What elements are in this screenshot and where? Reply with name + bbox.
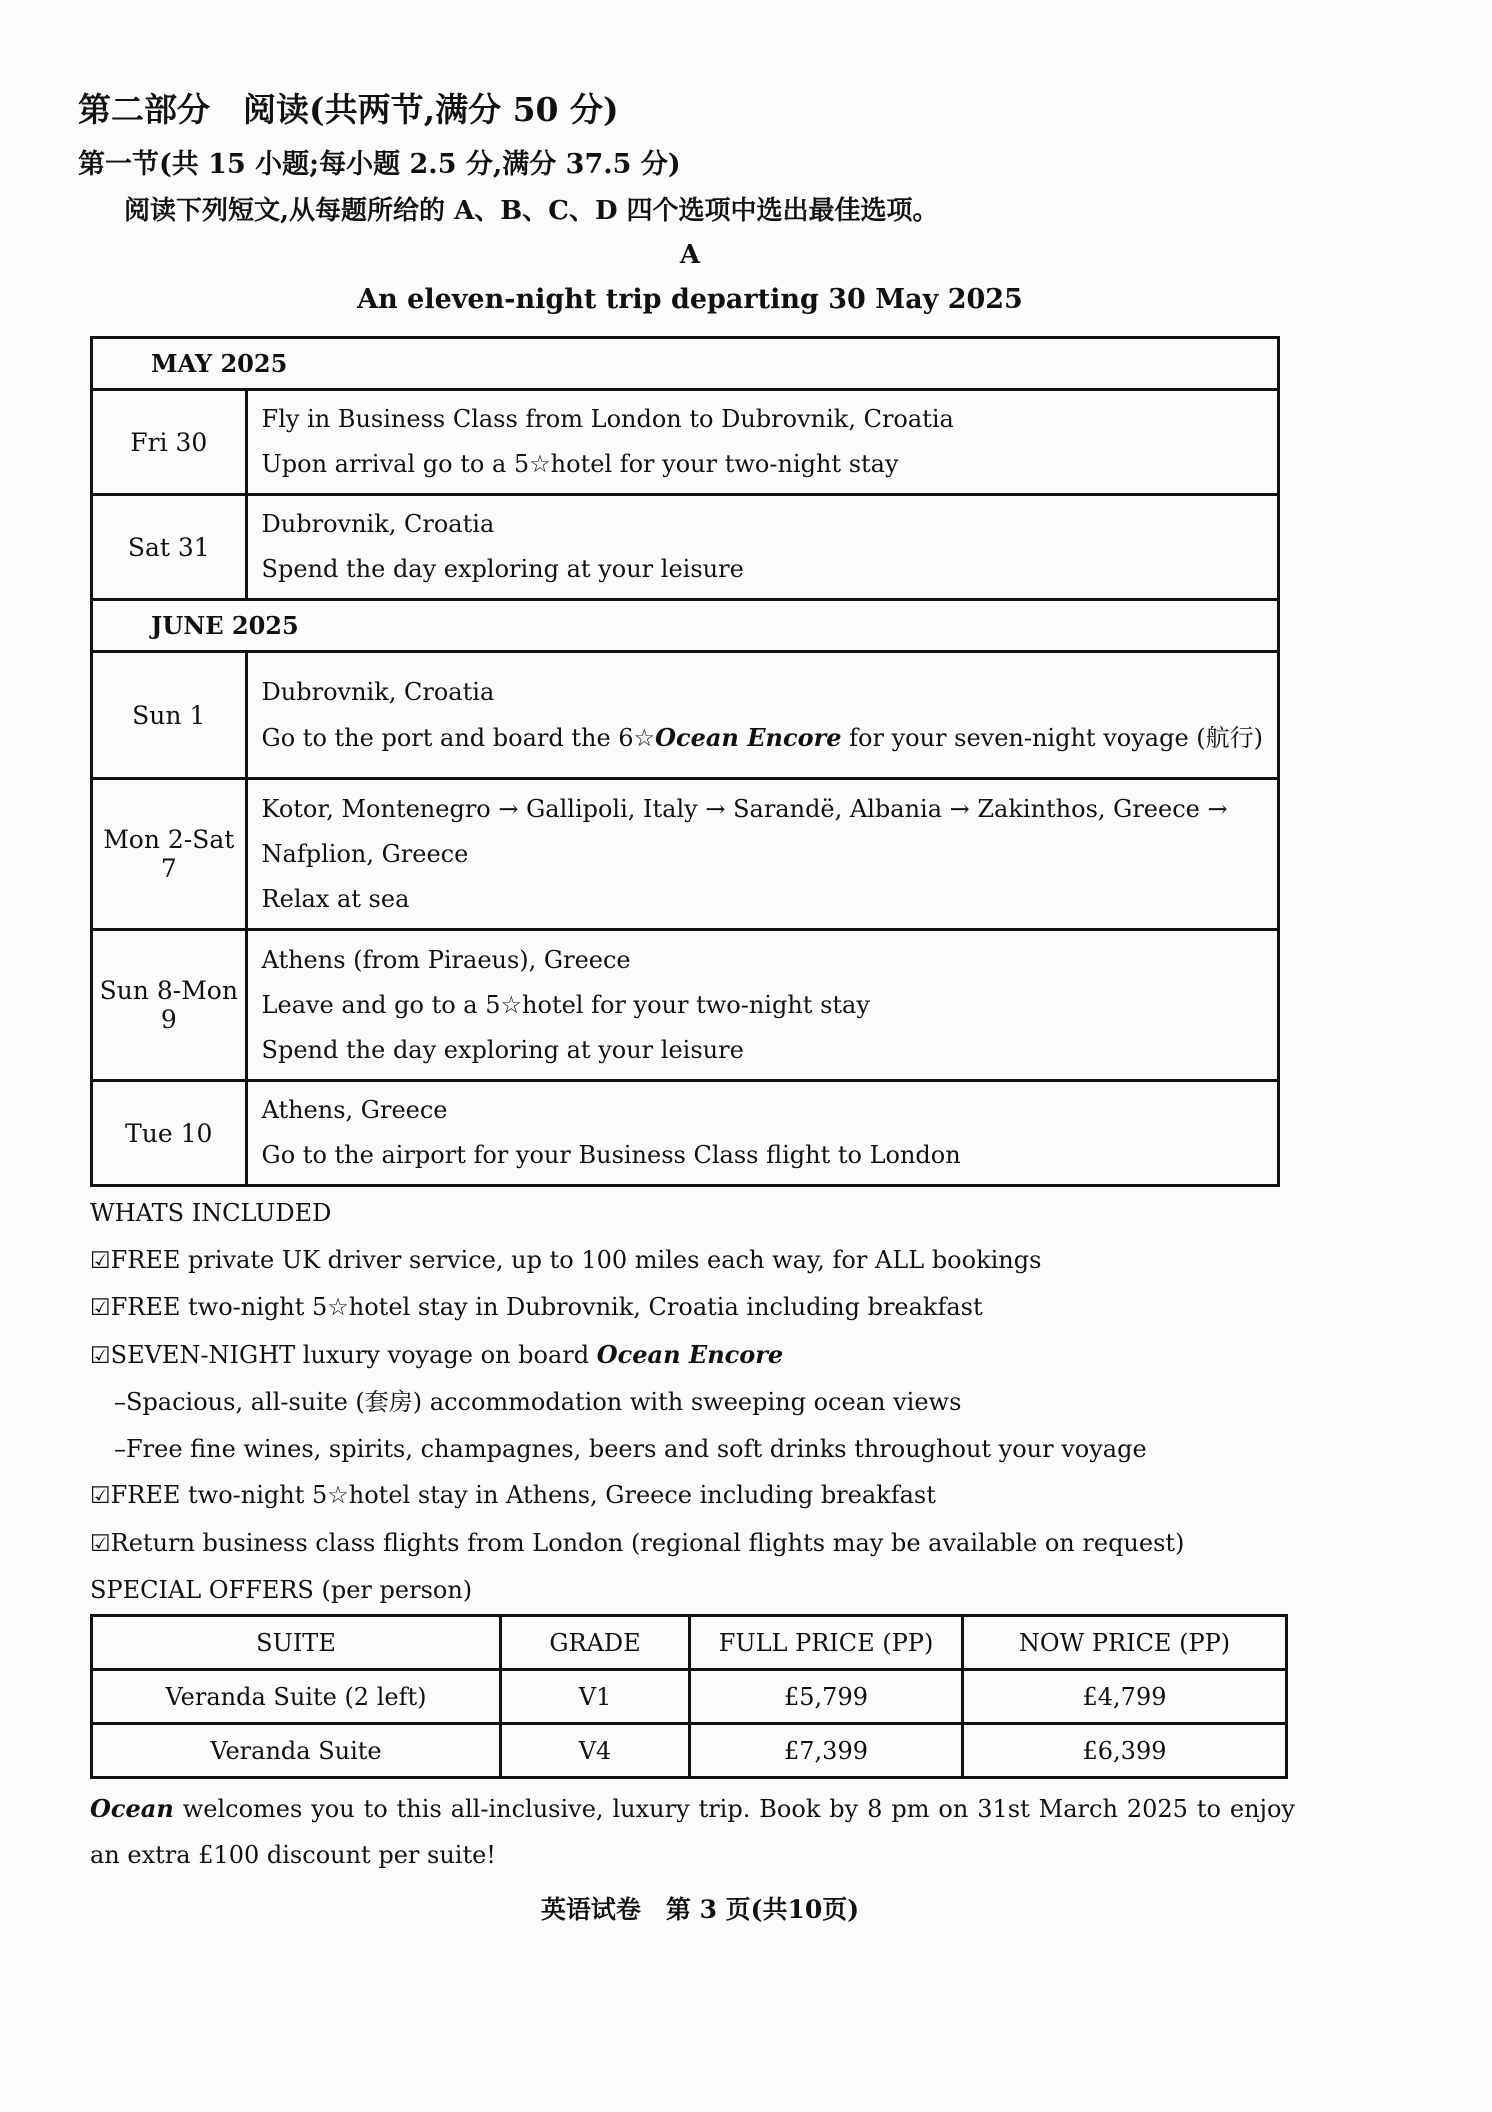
included-text: Return business class flights from London (regional flights may be available on request) [110,1528,1185,1557]
offers-table [90,1614,1288,1779]
page-footer: 英语试卷 第 3 页(共10页) [540,1895,860,1924]
description-line: Athens (from Piraeus), Greece [261,945,631,974]
itinerary-row [92,779,1279,930]
description-cell [246,495,1278,600]
description-line: Athens, Greece [261,1096,448,1124]
column-header: NOW PRICE (PP) [963,1616,1287,1670]
included-text: FREE two-night 5☆hotel stay in Dubrovnik, Croatia including breakfast [110,1293,983,1321]
full-price-cell: £7,399 [690,1724,963,1778]
month-row [92,600,1279,652]
included-subitem: –Spacious, all-suite (套房) accommodation with sweeping ocean views [114,1388,962,1416]
checkbox-icon: ☑ [90,1530,111,1557]
description-cell [246,390,1278,495]
description-line [262,715,1263,761]
description-line: Relax at sea [261,884,410,913]
checkbox-icon: ☑ [90,1483,111,1509]
checkbox-icon: ☑ [90,1295,111,1321]
description-line: Spend the day exploring at your leisure [261,555,744,583]
itinerary-row [92,930,1279,1081]
itinerary-row [92,495,1279,600]
part-title: 第二部分 阅读(共两节,满分 50 分) [78,90,619,129]
included-text: FREE two-night 5☆hotel stay in Athens, Greece including breakfast [110,1481,936,1509]
month-label: MAY 2025 [92,338,1279,390]
offers-row [92,1724,1287,1778]
month-row [92,338,1279,390]
included-subitem: –Free fine wines, spirits, champagnes, beers and soft drinks throughout your voyage [114,1434,1147,1463]
day-cell: Sun 1 [92,652,247,779]
description-cell [246,652,1278,779]
description-line: Fly in Business Class from London to Dubrovnik, Croatia [261,405,954,433]
description-line: Kotor, Montenegro → Gallipoli, Italy → Sarandë, Albania → Zakinthos, Greece → [261,794,1228,823]
checkbox-icon: ☑ [90,1342,111,1369]
offers-heading: SPECIAL OFFERS (per person) [90,1576,473,1604]
description-line: Dubrovnik, Croatia [261,510,495,538]
ship-name: Ocean Encore [596,1339,784,1369]
suite-cell: Veranda Suite [92,1724,501,1778]
now-price-cell: £6,399 [963,1724,1287,1778]
grade-cell: V4 [501,1724,690,1778]
grade-cell: V1 [501,1670,690,1724]
day-cell: Sun 8-Mon 9 [92,930,247,1081]
now-price-cell: £4,799 [963,1670,1287,1724]
description-line: Nafplion, Greece [261,839,469,868]
offers-header-row [92,1616,1287,1670]
description-line: Go to the airport for your Business Class flight to London [261,1141,961,1169]
closing-text: welcomes you to this all-inclusive, luxury trip. Book by 8 pm on 31st March 2025 to enjoy an extra £100 discount per suite! [90,1795,1295,1869]
day-cell: Fri 30 [92,390,247,495]
brand-name: Ocean [90,1794,174,1823]
instructions: 阅读下列短文,从每题所给的 A、B、C、D 四个选项中选出最佳选项。 [124,196,939,226]
description-line: Upon arrival go to a 5☆hotel for your two-night stay [261,450,899,478]
section-title: 第一节(共 15 小题;每小题 2.5 分,满分 37.5 分) [78,149,681,180]
included-item [90,1332,1184,1380]
day-cell: Mon 2-Sat 7 [92,779,247,930]
description-line: Leave and go to a 5☆hotel for your two-night stay [261,990,870,1019]
column-header: FULL PRICE (PP) [690,1616,963,1670]
description-line: Dubrovnik, Croatia [261,677,495,706]
itinerary-row [92,652,1279,779]
itinerary-row [92,390,1279,495]
itinerary-table [90,336,1280,1187]
description-text: for your seven-night voyage (航行) [841,723,1263,752]
suite-cell: Veranda Suite (2 left) [92,1670,501,1724]
included-item [90,1237,1184,1285]
closing-paragraph [90,1786,1295,1878]
day-cell: Tue 10 [92,1081,247,1186]
checkbox-icon: ☑ [90,1247,111,1274]
included-text: SEVEN-NIGHT luxury voyage on board [110,1340,597,1369]
included-item [90,1472,1184,1520]
description-line: Spend the day exploring at your leisure [261,1035,744,1064]
whats-included [90,1190,1184,1614]
description-cell [246,779,1278,930]
description-text: Go to the port and board the 6☆ [261,723,656,752]
description-cell [246,1081,1278,1186]
itinerary-row [92,1081,1279,1186]
column-header: GRADE [501,1616,690,1670]
included-item [90,1520,1184,1568]
month-label: JUNE 2025 [92,600,1279,652]
included-heading: WHATS INCLUDED [90,1199,332,1227]
day-cell: Sat 31 [92,495,247,600]
full-price-cell: £5,799 [690,1670,963,1724]
offers-row [92,1670,1287,1724]
included-text: FREE private UK driver service, up to 100 miles each way, for ALL bookings [110,1245,1042,1274]
column-header: SUITE [92,1616,501,1670]
ship-name: Ocean Encore [655,722,842,752]
passage-title: An eleven-night trip departing 30 May 2025 [357,284,1023,315]
included-item [90,1284,1184,1332]
passage-letter: A [679,240,701,270]
description-cell [246,930,1278,1081]
